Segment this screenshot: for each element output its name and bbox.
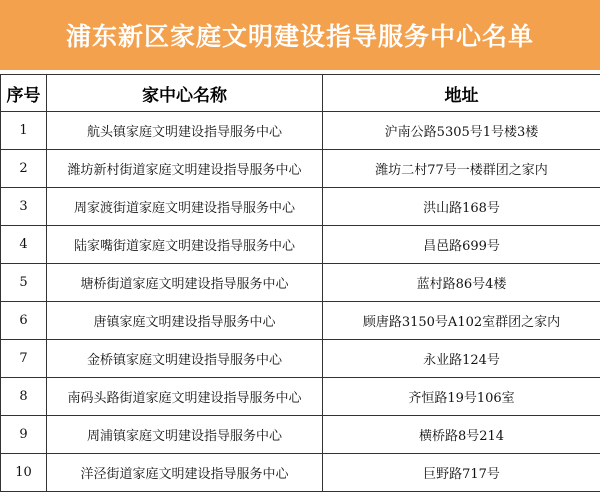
row-index: 5	[1, 264, 47, 302]
column-header-index: 序号	[1, 75, 47, 112]
row-index: 8	[1, 378, 47, 416]
row-center-name: 周浦镇家庭文明建设指导服务中心	[47, 416, 323, 454]
row-address: 齐恒路19号106室	[323, 378, 600, 416]
row-center-name: 周家渡街道家庭文明建设指导服务中心	[47, 188, 323, 226]
row-center-name: 南码头路街道家庭文明建设指导服务中心	[47, 378, 323, 416]
table-row	[1, 150, 600, 188]
row-center-name: 唐镇家庭文明建设指导服务中心	[47, 302, 323, 340]
row-index: 7	[1, 340, 47, 378]
table-row	[1, 378, 600, 416]
column-header-name: 家中心名称	[47, 75, 323, 112]
center-list-table	[0, 74, 600, 492]
row-center-name: 潍坊新村街道家庭文明建设指导服务中心	[47, 150, 323, 188]
row-index: 3	[1, 188, 47, 226]
row-center-name: 航头镇家庭文明建设指导服务中心	[47, 112, 323, 150]
row-index: 6	[1, 302, 47, 340]
row-address: 洪山路168号	[323, 188, 600, 226]
table-row	[1, 188, 600, 226]
table-header-row	[1, 75, 600, 112]
page-title: 浦东新区家庭文明建设指导服务中心名单	[0, 0, 600, 70]
table-row	[1, 340, 600, 378]
row-center-name: 陆家嘴街道家庭文明建设指导服务中心	[47, 226, 323, 264]
row-index: 9	[1, 416, 47, 454]
table-row	[1, 416, 600, 454]
row-address: 蓝村路86号4楼	[323, 264, 600, 302]
row-index: 2	[1, 150, 47, 188]
row-center-name: 洋泾街道家庭文明建设指导服务中心	[47, 454, 323, 492]
row-address: 潍坊二村77号一楼群团之家内	[323, 150, 600, 188]
table-row	[1, 454, 600, 492]
row-center-name: 塘桥街道家庭文明建设指导服务中心	[47, 264, 323, 302]
row-address: 横桥路8号214	[323, 416, 600, 454]
row-address: 昌邑路699号	[323, 226, 600, 264]
row-index: 4	[1, 226, 47, 264]
row-address: 顾唐路3150号A102室群团之家内	[323, 302, 600, 340]
column-header-address: 地址	[323, 75, 600, 112]
row-address: 巨野路717号	[323, 454, 600, 492]
table-row	[1, 264, 600, 302]
row-center-name: 金桥镇家庭文明建设指导服务中心	[47, 340, 323, 378]
row-index: 10	[1, 454, 47, 492]
table-row	[1, 226, 600, 264]
table-row	[1, 112, 600, 150]
row-index: 1	[1, 112, 47, 150]
table-row	[1, 302, 600, 340]
row-address: 沪南公路5305号1号楼3楼	[323, 112, 600, 150]
row-address: 永业路124号	[323, 340, 600, 378]
